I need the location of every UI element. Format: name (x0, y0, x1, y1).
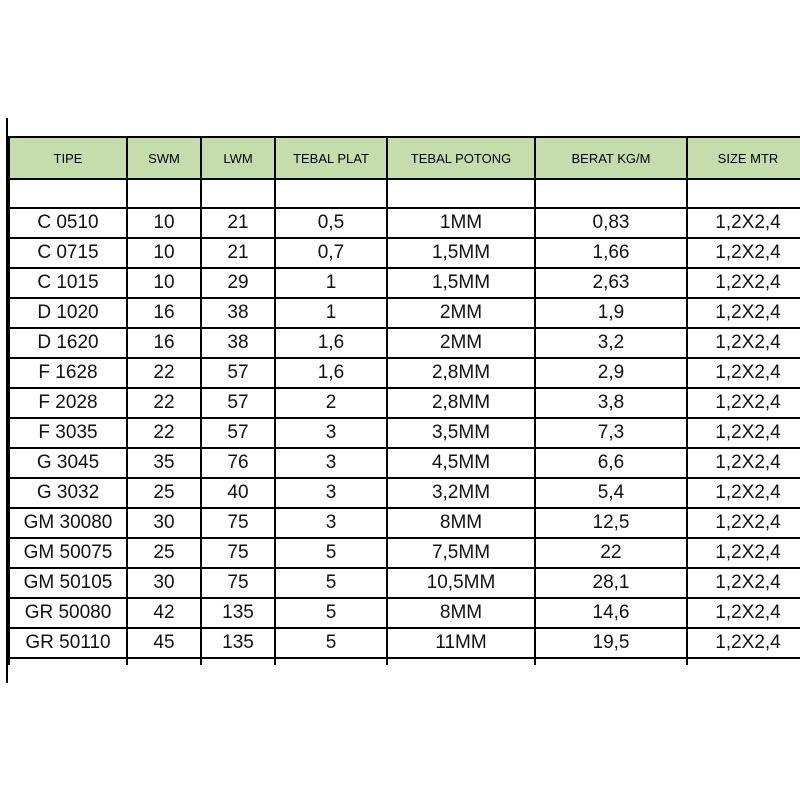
spreadsheet-area (6, 118, 800, 683)
table-cell: 22 (127, 358, 201, 388)
table-cell: 38 (201, 298, 275, 328)
column-header: SWM (127, 137, 201, 179)
table-cell: 2,8MM (387, 358, 535, 388)
table-cell: 35 (127, 448, 201, 478)
table-cell: 1,2X2,4 (687, 508, 800, 538)
table-cell: 1,66 (535, 238, 687, 268)
table-row (9, 568, 800, 598)
table-cell: 3,8 (535, 388, 687, 418)
table-cell: 1,2X2,4 (687, 568, 800, 598)
table-row (9, 478, 800, 508)
table-cell: C 0510 (9, 208, 127, 238)
table-cell: 5 (275, 628, 387, 658)
table-cell: 25 (127, 538, 201, 568)
table-row (9, 268, 800, 298)
empty-cell (9, 658, 127, 665)
table-cell: 30 (127, 508, 201, 538)
table-cell: G 3045 (9, 448, 127, 478)
empty-cell (201, 179, 275, 208)
table-cell: 1,2X2,4 (687, 388, 800, 418)
table-cell: 57 (201, 418, 275, 448)
table-cell: GR 50110 (9, 628, 127, 658)
partial-row (9, 658, 800, 665)
table-cell: 2,9 (535, 358, 687, 388)
table-row (9, 628, 800, 658)
table-cell: 10 (127, 208, 201, 238)
table-cell: 135 (201, 598, 275, 628)
table-cell: 10 (127, 238, 201, 268)
table-cell: GR 50080 (9, 598, 127, 628)
table-cell: 1,6 (275, 358, 387, 388)
table-cell: C 1015 (9, 268, 127, 298)
table-cell: 3 (275, 478, 387, 508)
empty-cell (9, 179, 127, 208)
table-cell: 14,6 (535, 598, 687, 628)
table-cell: 1,5MM (387, 238, 535, 268)
table-cell: 75 (201, 538, 275, 568)
header-row (9, 137, 800, 179)
product-spec-table (8, 136, 800, 665)
table-cell: 1,2X2,4 (687, 358, 800, 388)
table-cell: D 1020 (9, 298, 127, 328)
table-cell: 7,3 (535, 418, 687, 448)
table-cell: 5 (275, 568, 387, 598)
blank-row (9, 179, 800, 208)
table-cell: 21 (201, 238, 275, 268)
table-cell: 135 (201, 628, 275, 658)
table-cell: 1,6 (275, 328, 387, 358)
table-cell: 1MM (387, 208, 535, 238)
table-cell: 5,4 (535, 478, 687, 508)
table-cell: 8MM (387, 508, 535, 538)
column-header: BERAT KG/M (535, 137, 687, 179)
table-row (9, 358, 800, 388)
empty-cell (275, 658, 387, 665)
table-cell: G 3032 (9, 478, 127, 508)
table-row (9, 238, 800, 268)
table-cell: 1,2X2,4 (687, 448, 800, 478)
table-row (9, 598, 800, 628)
table-row (9, 388, 800, 418)
table-cell: 1,2X2,4 (687, 538, 800, 568)
table-cell: 7,5MM (387, 538, 535, 568)
table-cell: 5 (275, 538, 387, 568)
empty-cell (387, 658, 535, 665)
table-cell: 1 (275, 298, 387, 328)
table-cell: 38 (201, 328, 275, 358)
column-header: TEBAL POTONG (387, 137, 535, 179)
table-cell: 75 (201, 508, 275, 538)
table-cell: 11MM (387, 628, 535, 658)
table-cell: C 0715 (9, 238, 127, 268)
column-header: TEBAL PLAT (275, 137, 387, 179)
table-cell: 12,5 (535, 508, 687, 538)
table-cell: 1,2X2,4 (687, 268, 800, 298)
empty-cell (127, 179, 201, 208)
table-row (9, 208, 800, 238)
empty-cell (127, 658, 201, 665)
table-cell: 1,2X2,4 (687, 628, 800, 658)
table-cell: 19,5 (535, 628, 687, 658)
table-cell: 30 (127, 568, 201, 598)
table-cell: 3 (275, 508, 387, 538)
column-header: SIZE MTR (687, 137, 800, 179)
table-cell: 1,2X2,4 (687, 418, 800, 448)
table-cell: 40 (201, 478, 275, 508)
table-cell: GM 50105 (9, 568, 127, 598)
table-cell: 1,9 (535, 298, 687, 328)
table-cell: 4,5MM (387, 448, 535, 478)
table-row (9, 508, 800, 538)
table-cell: 2 (275, 388, 387, 418)
table-cell: 1,2X2,4 (687, 478, 800, 508)
table-cell: 45 (127, 628, 201, 658)
table-cell: 3 (275, 448, 387, 478)
table-row (9, 538, 800, 568)
table-body (9, 179, 800, 665)
table-cell: 0,83 (535, 208, 687, 238)
table-cell: 2,8MM (387, 388, 535, 418)
table-cell: 2MM (387, 328, 535, 358)
table-row (9, 418, 800, 448)
empty-cell (201, 658, 275, 665)
table-cell: 1,2X2,4 (687, 238, 800, 268)
table-cell: 10 (127, 268, 201, 298)
table-cell: 3 (275, 418, 387, 448)
table-cell: 16 (127, 298, 201, 328)
table-cell: 1,2X2,4 (687, 298, 800, 328)
table-cell: 16 (127, 328, 201, 358)
table-cell: 42 (127, 598, 201, 628)
empty-cell (535, 658, 687, 665)
table-cell: 22 (535, 538, 687, 568)
table-cell: GM 30080 (9, 508, 127, 538)
table-cell: 6,6 (535, 448, 687, 478)
table-cell: 28,1 (535, 568, 687, 598)
table-cell: 76 (201, 448, 275, 478)
table-cell: 22 (127, 418, 201, 448)
empty-cell (687, 658, 800, 665)
table-cell: F 2028 (9, 388, 127, 418)
table-cell: D 1620 (9, 328, 127, 358)
table-cell: 25 (127, 478, 201, 508)
column-header: TIPE (9, 137, 127, 179)
table-cell: 10,5MM (387, 568, 535, 598)
table-row (9, 448, 800, 478)
table-cell: 22 (127, 388, 201, 418)
table-cell: 1 (275, 268, 387, 298)
table-cell: 1,2X2,4 (687, 598, 800, 628)
empty-cell (275, 179, 387, 208)
table-cell: 3,5MM (387, 418, 535, 448)
table-cell: 1,2X2,4 (687, 328, 800, 358)
table-row (9, 298, 800, 328)
table-cell: 75 (201, 568, 275, 598)
table-cell: 57 (201, 388, 275, 418)
table-cell: 57 (201, 358, 275, 388)
empty-cell (387, 179, 535, 208)
table-cell: 1,2X2,4 (687, 208, 800, 238)
table-cell: F 3035 (9, 418, 127, 448)
table-cell: 3,2 (535, 328, 687, 358)
table-cell: 2MM (387, 298, 535, 328)
table-cell: 1,5MM (387, 268, 535, 298)
table-cell: 5 (275, 598, 387, 628)
table-cell: 2,63 (535, 268, 687, 298)
empty-cell (535, 179, 687, 208)
table-cell: 29 (201, 268, 275, 298)
column-header: LWM (201, 137, 275, 179)
table-cell: 21 (201, 208, 275, 238)
table-cell: F 1628 (9, 358, 127, 388)
table-cell: 0,5 (275, 208, 387, 238)
table-cell: 3,2MM (387, 478, 535, 508)
table-row (9, 328, 800, 358)
table-cell: 8MM (387, 598, 535, 628)
empty-cell (687, 179, 800, 208)
table-cell: GM 50075 (9, 538, 127, 568)
table-cell: 0,7 (275, 238, 387, 268)
